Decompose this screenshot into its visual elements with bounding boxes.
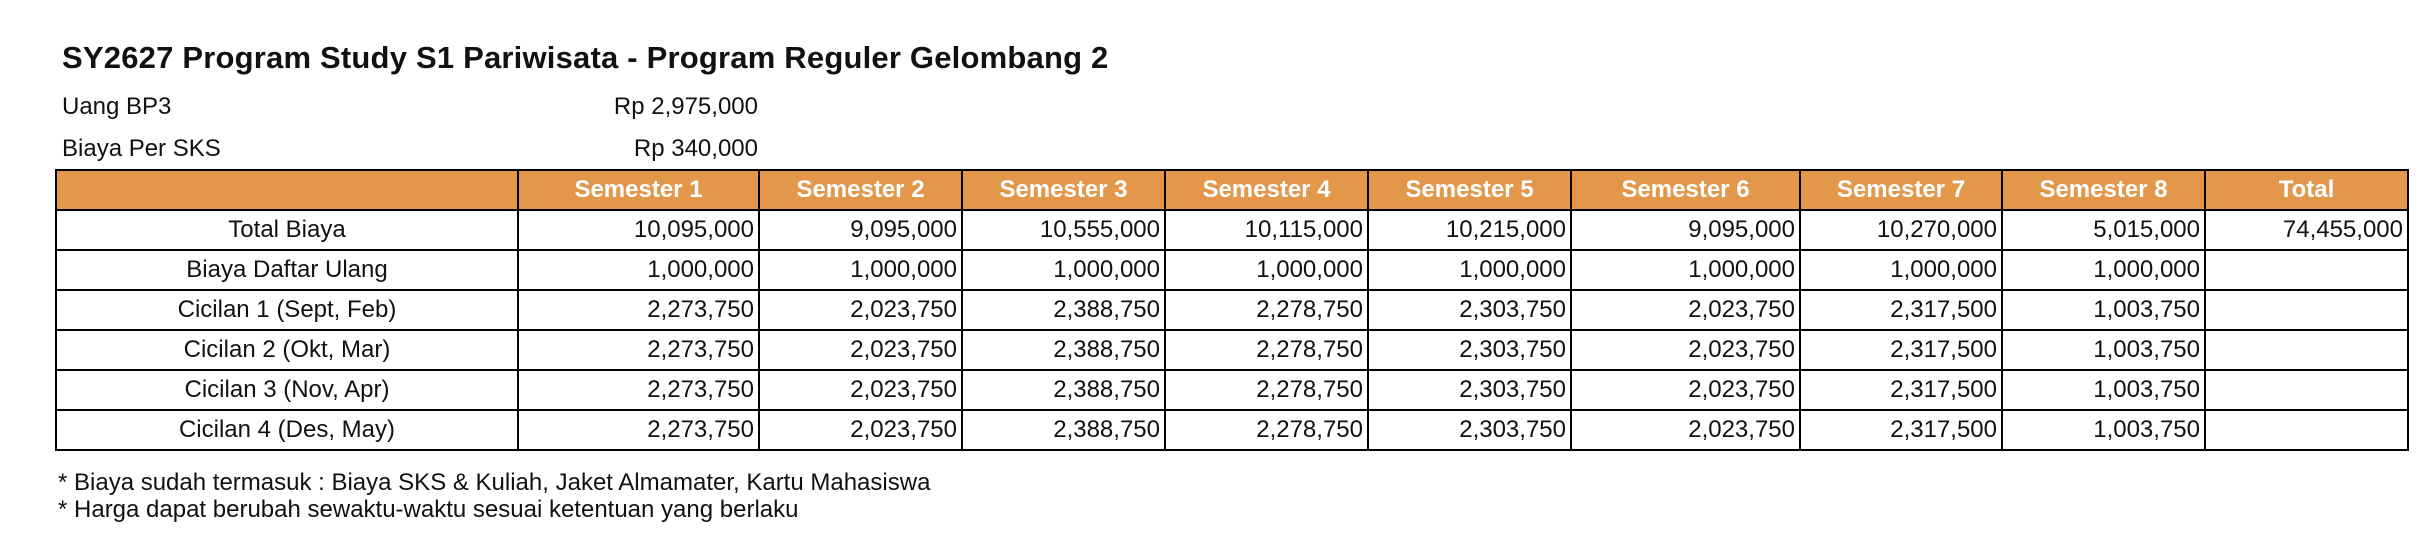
row-label: Total Biaya <box>56 210 518 250</box>
table-cell: 2,023,750 <box>1571 330 1800 370</box>
table-cell: 2,317,500 <box>1800 330 2002 370</box>
row-label: Cicilan 4 (Des, May) <box>56 410 518 450</box>
table-cell: 1,003,750 <box>2002 290 2205 330</box>
table-cell: 2,388,750 <box>962 290 1165 330</box>
column-header: Semester 4 <box>1165 170 1368 210</box>
column-header: Total <box>2205 170 2408 210</box>
info-value-bp3: Rp 2,975,000 <box>613 93 758 120</box>
table-cell: 10,215,000 <box>1368 210 1571 250</box>
info-label-sks: Biaya Per SKS <box>62 135 221 162</box>
info-row-bp3 <box>62 87 758 127</box>
column-header: Semester 8 <box>2002 170 2205 210</box>
row-label: Cicilan 3 (Nov, Apr) <box>56 370 518 410</box>
table-cell: 10,555,000 <box>962 210 1165 250</box>
table-cell: 2,023,750 <box>759 410 962 450</box>
table-cell: 1,000,000 <box>2002 250 2205 290</box>
table-cell: 2,023,750 <box>1571 370 1800 410</box>
table-cell: 2,273,750 <box>518 370 759 410</box>
table-cell: 9,095,000 <box>1571 210 1800 250</box>
table-cell: 1,003,750 <box>2002 330 2205 370</box>
table-cell: 74,455,000 <box>2205 210 2408 250</box>
table-cell: 9,095,000 <box>759 210 962 250</box>
table-cell: 2,278,750 <box>1165 290 1368 330</box>
footnote-included: * Biaya sudah termasuk : Biaya SKS & Kuliah, Jaket Almamater, Kartu Mahasiswa <box>58 469 931 496</box>
table-cell: 1,000,000 <box>1571 250 1800 290</box>
table-cell: 10,270,000 <box>1800 210 2002 250</box>
table-row <box>56 210 2408 250</box>
table-cell: 1,000,000 <box>518 250 759 290</box>
table-cell: 2,388,750 <box>962 330 1165 370</box>
table-cell: 2,317,500 <box>1800 370 2002 410</box>
table-cell: 1,000,000 <box>1800 250 2002 290</box>
table-cell <box>2205 250 2408 290</box>
table-cell: 2,023,750 <box>1571 410 1800 450</box>
table-row <box>56 250 2408 290</box>
table-cell: 2,273,750 <box>518 330 759 370</box>
table-cell: 1,000,000 <box>759 250 962 290</box>
table-cell: 2,023,750 <box>1571 290 1800 330</box>
table-cell: 1,003,750 <box>2002 410 2205 450</box>
table-cell: 2,273,750 <box>518 290 759 330</box>
table-cell <box>2205 370 2408 410</box>
table-row <box>56 370 2408 410</box>
table-cell: 2,023,750 <box>759 370 962 410</box>
table-cell: 1,000,000 <box>962 250 1165 290</box>
table-cell: 2,278,750 <box>1165 370 1368 410</box>
column-header: Semester 1 <box>518 170 759 210</box>
table-cell: 2,023,750 <box>759 330 962 370</box>
table-cell: 2,273,750 <box>518 410 759 450</box>
table-cell: 2,023,750 <box>759 290 962 330</box>
table-row <box>56 410 2408 450</box>
table-cell: 2,278,750 <box>1165 410 1368 450</box>
table-cell <box>2205 330 2408 370</box>
table-row <box>56 290 2408 330</box>
row-label: Cicilan 1 (Sept, Feb) <box>56 290 518 330</box>
table-cell: 10,115,000 <box>1165 210 1368 250</box>
table-cell: 2,303,750 <box>1368 330 1571 370</box>
footnote-price-change: * Harga dapat berubah sewaktu-waktu sesuai ketentuan yang berlaku <box>58 496 799 523</box>
column-header: Semester 7 <box>1800 170 2002 210</box>
table-cell: 5,015,000 <box>2002 210 2205 250</box>
column-header: Semester 5 <box>1368 170 1571 210</box>
column-header: Semester 3 <box>962 170 1165 210</box>
info-label-bp3: Uang BP3 <box>62 93 172 120</box>
table-cell: 1,003,750 <box>2002 370 2205 410</box>
table-row <box>56 330 2408 370</box>
info-value-sks: Rp 340,000 <box>633 135 758 162</box>
row-label: Cicilan 2 (Okt, Mar) <box>56 330 518 370</box>
row-label: Biaya Daftar Ulang <box>56 250 518 290</box>
table-cell: 2,317,500 <box>1800 290 2002 330</box>
fee-table <box>55 169 2409 451</box>
table-cell: 1,000,000 <box>1165 250 1368 290</box>
table-cell: 2,303,750 <box>1368 370 1571 410</box>
table-cell: 2,278,750 <box>1165 330 1368 370</box>
info-row-sks <box>62 129 758 169</box>
table-cell: 1,000,000 <box>1368 250 1571 290</box>
table-header-row <box>56 170 2408 210</box>
table-cell: 2,303,750 <box>1368 290 1571 330</box>
table-cell: 2,388,750 <box>962 370 1165 410</box>
table-cell: 2,303,750 <box>1368 410 1571 450</box>
table-cell: 2,388,750 <box>962 410 1165 450</box>
table-cell <box>2205 410 2408 450</box>
page-title: SY2627 Program Study S1 Pariwisata - Program Reguler Gelombang 2 <box>62 40 1109 75</box>
column-header: Semester 6 <box>1571 170 1800 210</box>
column-header: Semester 2 <box>759 170 962 210</box>
column-header <box>56 170 518 210</box>
table-cell: 2,317,500 <box>1800 410 2002 450</box>
table-cell <box>2205 290 2408 330</box>
table-cell: 10,095,000 <box>518 210 759 250</box>
